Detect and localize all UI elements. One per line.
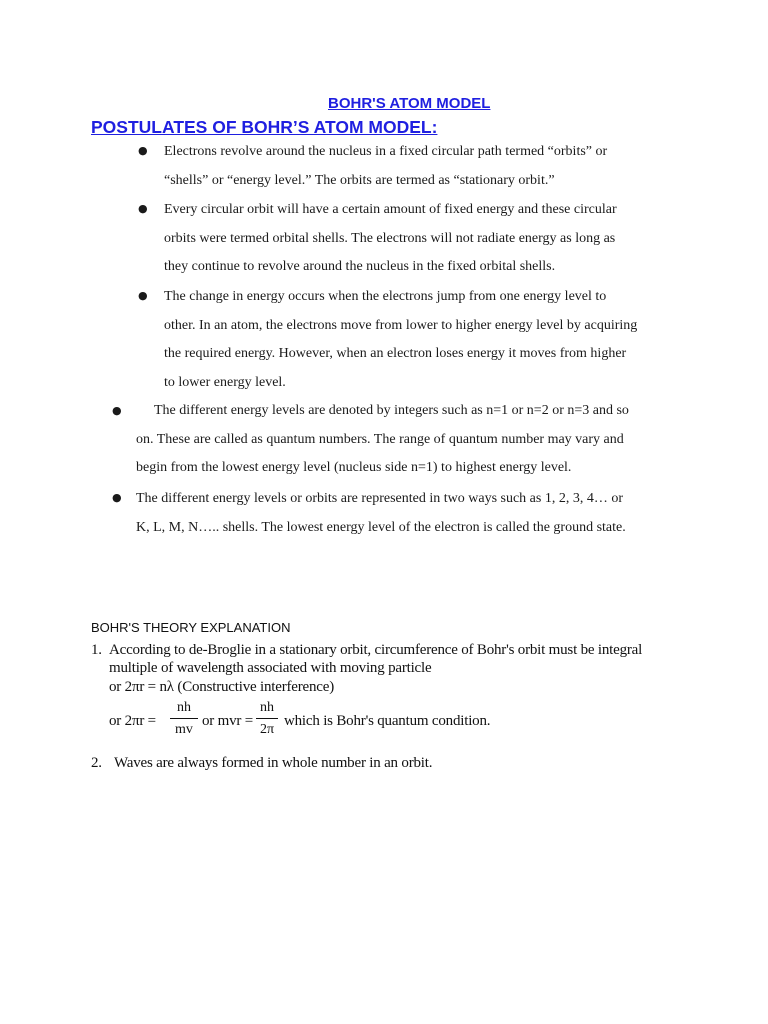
fraction-2-denominator: 2π — [259, 722, 275, 737]
postulate-4-line-1: The different energy levels are denoted by integers such as n=1 or n=2 or n=3 and so — [154, 403, 629, 418]
postulate-3-line-3: the required energy. However, when an electron loses energy it moves from higher — [164, 346, 627, 361]
postulate-5 — [136, 485, 678, 542]
equation-quantum-middle: or mvr = — [202, 713, 254, 729]
equation-constructive-interference: or 2πr = nλ (Constructive interference) — [109, 679, 335, 695]
fraction-nh-over-mv — [170, 700, 198, 738]
fraction-2-numerator: nh — [260, 700, 274, 715]
postulate-3-line-4: to lower energy level. — [164, 374, 286, 390]
bullet-icon: ● — [112, 404, 122, 417]
postulate-2-line-2: orbits were termed orbital shells. The electrons will not radiate energy as long as — [164, 230, 616, 246]
bullet-icon: ● — [138, 202, 148, 215]
bullet-icon: ● — [112, 491, 122, 504]
postulate-1-line-2: “shells” or “energy level.” The orbits are termed as “stationary orbit.” — [164, 172, 555, 188]
equation-quantum-prefix: or 2πr = — [109, 713, 156, 729]
postulate-1 — [164, 138, 677, 195]
postulate-2-line-3: they continue to revolve around the nucleus in the fixed orbital shells. — [164, 259, 556, 274]
explanation-item-2-text: Waves are always formed in whole number in an orbit. — [114, 755, 433, 771]
postulate-5-line-2: K, L, M, N….. shells. The lowest energy level of the electron is called the ground state. — [136, 519, 626, 535]
bullet-icon: ● — [138, 144, 148, 157]
postulate-4-line-2: on. These are called as quantum numbers. The range of quantum number may vary and — [136, 431, 624, 447]
fraction-bar — [256, 718, 278, 719]
section-title-postulates: POSTULATES OF BOHR’S ATOM MODEL: — [91, 117, 438, 137]
document-title: BOHR'S ATOM MODEL — [328, 95, 491, 112]
postulate-5-line-1: The different energy levels or orbits are represented in two ways such as 1, 2, 3, 4… or — [136, 491, 624, 506]
theory-heading: BOHR'S THEORY EXPLANATION — [91, 620, 291, 635]
fraction-nh-over-2pi — [256, 700, 278, 738]
postulate-2 — [164, 196, 677, 282]
postulate-4-line-3: begin from the lowest energy level (nucleus side n=1) to highest energy level. — [136, 460, 572, 475]
postulate-3-line-2: other. In an atom, the electrons move from lower to higher energy level by acquiring — [164, 317, 638, 333]
postulate-3 — [164, 283, 677, 397]
postulate-2-line-1: Every circular orbit will have a certain amount of fixed energy and these circular — [164, 202, 617, 217]
explanation-item-1-number: 1. — [91, 642, 102, 658]
explanation-item-1-line-2: multiple of wavelength associated with moving particle — [109, 660, 432, 676]
explanation-item-2-number: 2. — [91, 755, 102, 771]
fraction-bar — [170, 718, 198, 719]
postulate-3-line-1: The change in energy occurs when the electrons jump from one energy level to — [164, 289, 607, 304]
fraction-1-denominator: mv — [175, 722, 193, 737]
bullet-icon: ● — [138, 289, 148, 302]
postulate-1-line-1: Electrons revolve around the nucleus in a fixed circular path termed “orbits” or — [164, 144, 608, 159]
postulate-4 — [136, 397, 678, 483]
explanation-item-1-line-1: According to de-Broglie in a stationary orbit, circumference of Bohr's orbit must be integral — [109, 642, 643, 658]
equation-quantum-suffix: which is Bohr's quantum condition. — [284, 713, 491, 729]
fraction-1-numerator: nh — [177, 700, 191, 715]
